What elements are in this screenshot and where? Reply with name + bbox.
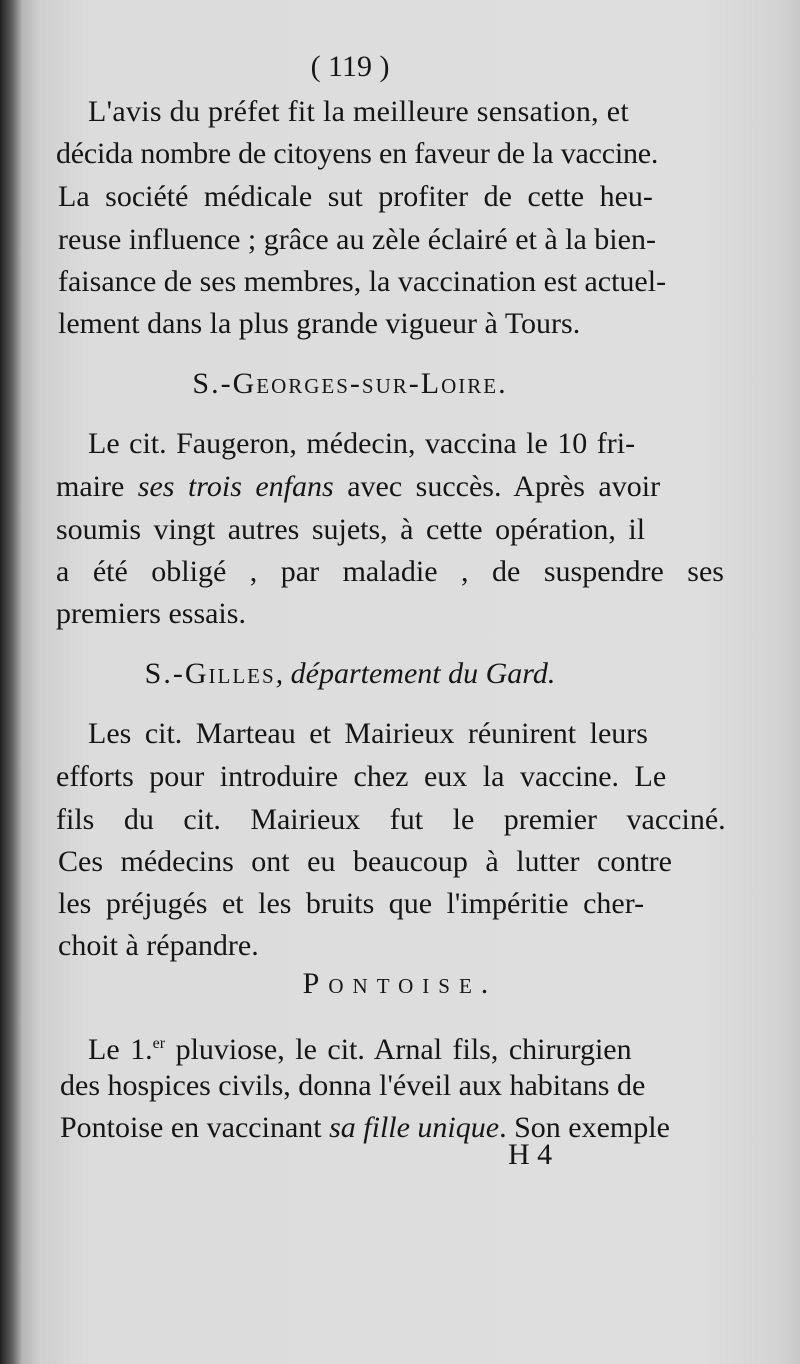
para1-line-6: lement dans la plus grande vigueur à Tours. (58, 307, 581, 340)
para3-line-2: efforts pour introduire chez eux la vaccine. Le (56, 760, 667, 793)
para3-line-3: fils du cit. Mairieux fut le premier vacciné. (56, 803, 726, 836)
para1-line-3: La société médicale sut profiter de cette heu- (58, 180, 653, 213)
para1-line-5: faisance de ses membres, la vaccination est actuel- (58, 265, 667, 298)
para1-line-1: L'avis du préfet fit la meilleure sensation, et (88, 95, 629, 128)
para2-line-3: soumis vingt autres sujets, à cette opération, il (56, 513, 646, 546)
para3-line-5: les préjugés et les bruits que l'impéritie cher- (58, 887, 645, 920)
para3-line-1: Les cit. Marteau et Mairieux réunirent leurs (88, 717, 648, 750)
heading-pontoise-text: Pontoise. (302, 967, 498, 1000)
para1-line-2: décida nombre de citoyens en faveur de la vaccine. (56, 137, 659, 170)
para2-line-1: Le cit. Faugeron, médecin, vaccina le 10 fri- (88, 427, 636, 460)
para2-line-5: premiers essais. (56, 597, 246, 630)
heading-gilles-place: S.-Gilles (144, 657, 276, 690)
para2-line-4: a été obligé , par maladie , de suspendre ses (56, 555, 724, 588)
para1-line-4: reuse influence ; grâce au zèle éclairé et à la bien- (58, 223, 656, 256)
heading-georges-text: S.-Georges-sur-Loire. (192, 367, 508, 400)
para3-line-6: choit à répandre. (58, 929, 259, 962)
heading-gilles-rest: , département du Gard. (275, 657, 556, 690)
para4-line-3: Pontoise en vaccinant sa fille unique. Son exemple (60, 1111, 670, 1144)
para2-line-2: maire ses trois enfans avec succès. Après avoir (56, 470, 661, 503)
para3-line-4: Ces médecins ont eu beaucoup à lutter contre (58, 845, 672, 878)
section-heading-gilles (0, 654, 700, 694)
section-heading-georges (0, 364, 700, 404)
para4-line-1: Le 1.$^{er}$ pluviose, le cit. Arnal fils, chirurgien (88, 1033, 632, 1066)
para4-line-2: des hospices civils, donna l'éveil aux habitans de (60, 1069, 646, 1102)
section-heading-pontoise (0, 964, 800, 1004)
signature-mark: H 4 (508, 1138, 553, 1171)
page-number: ( 119 ) (310, 50, 390, 83)
